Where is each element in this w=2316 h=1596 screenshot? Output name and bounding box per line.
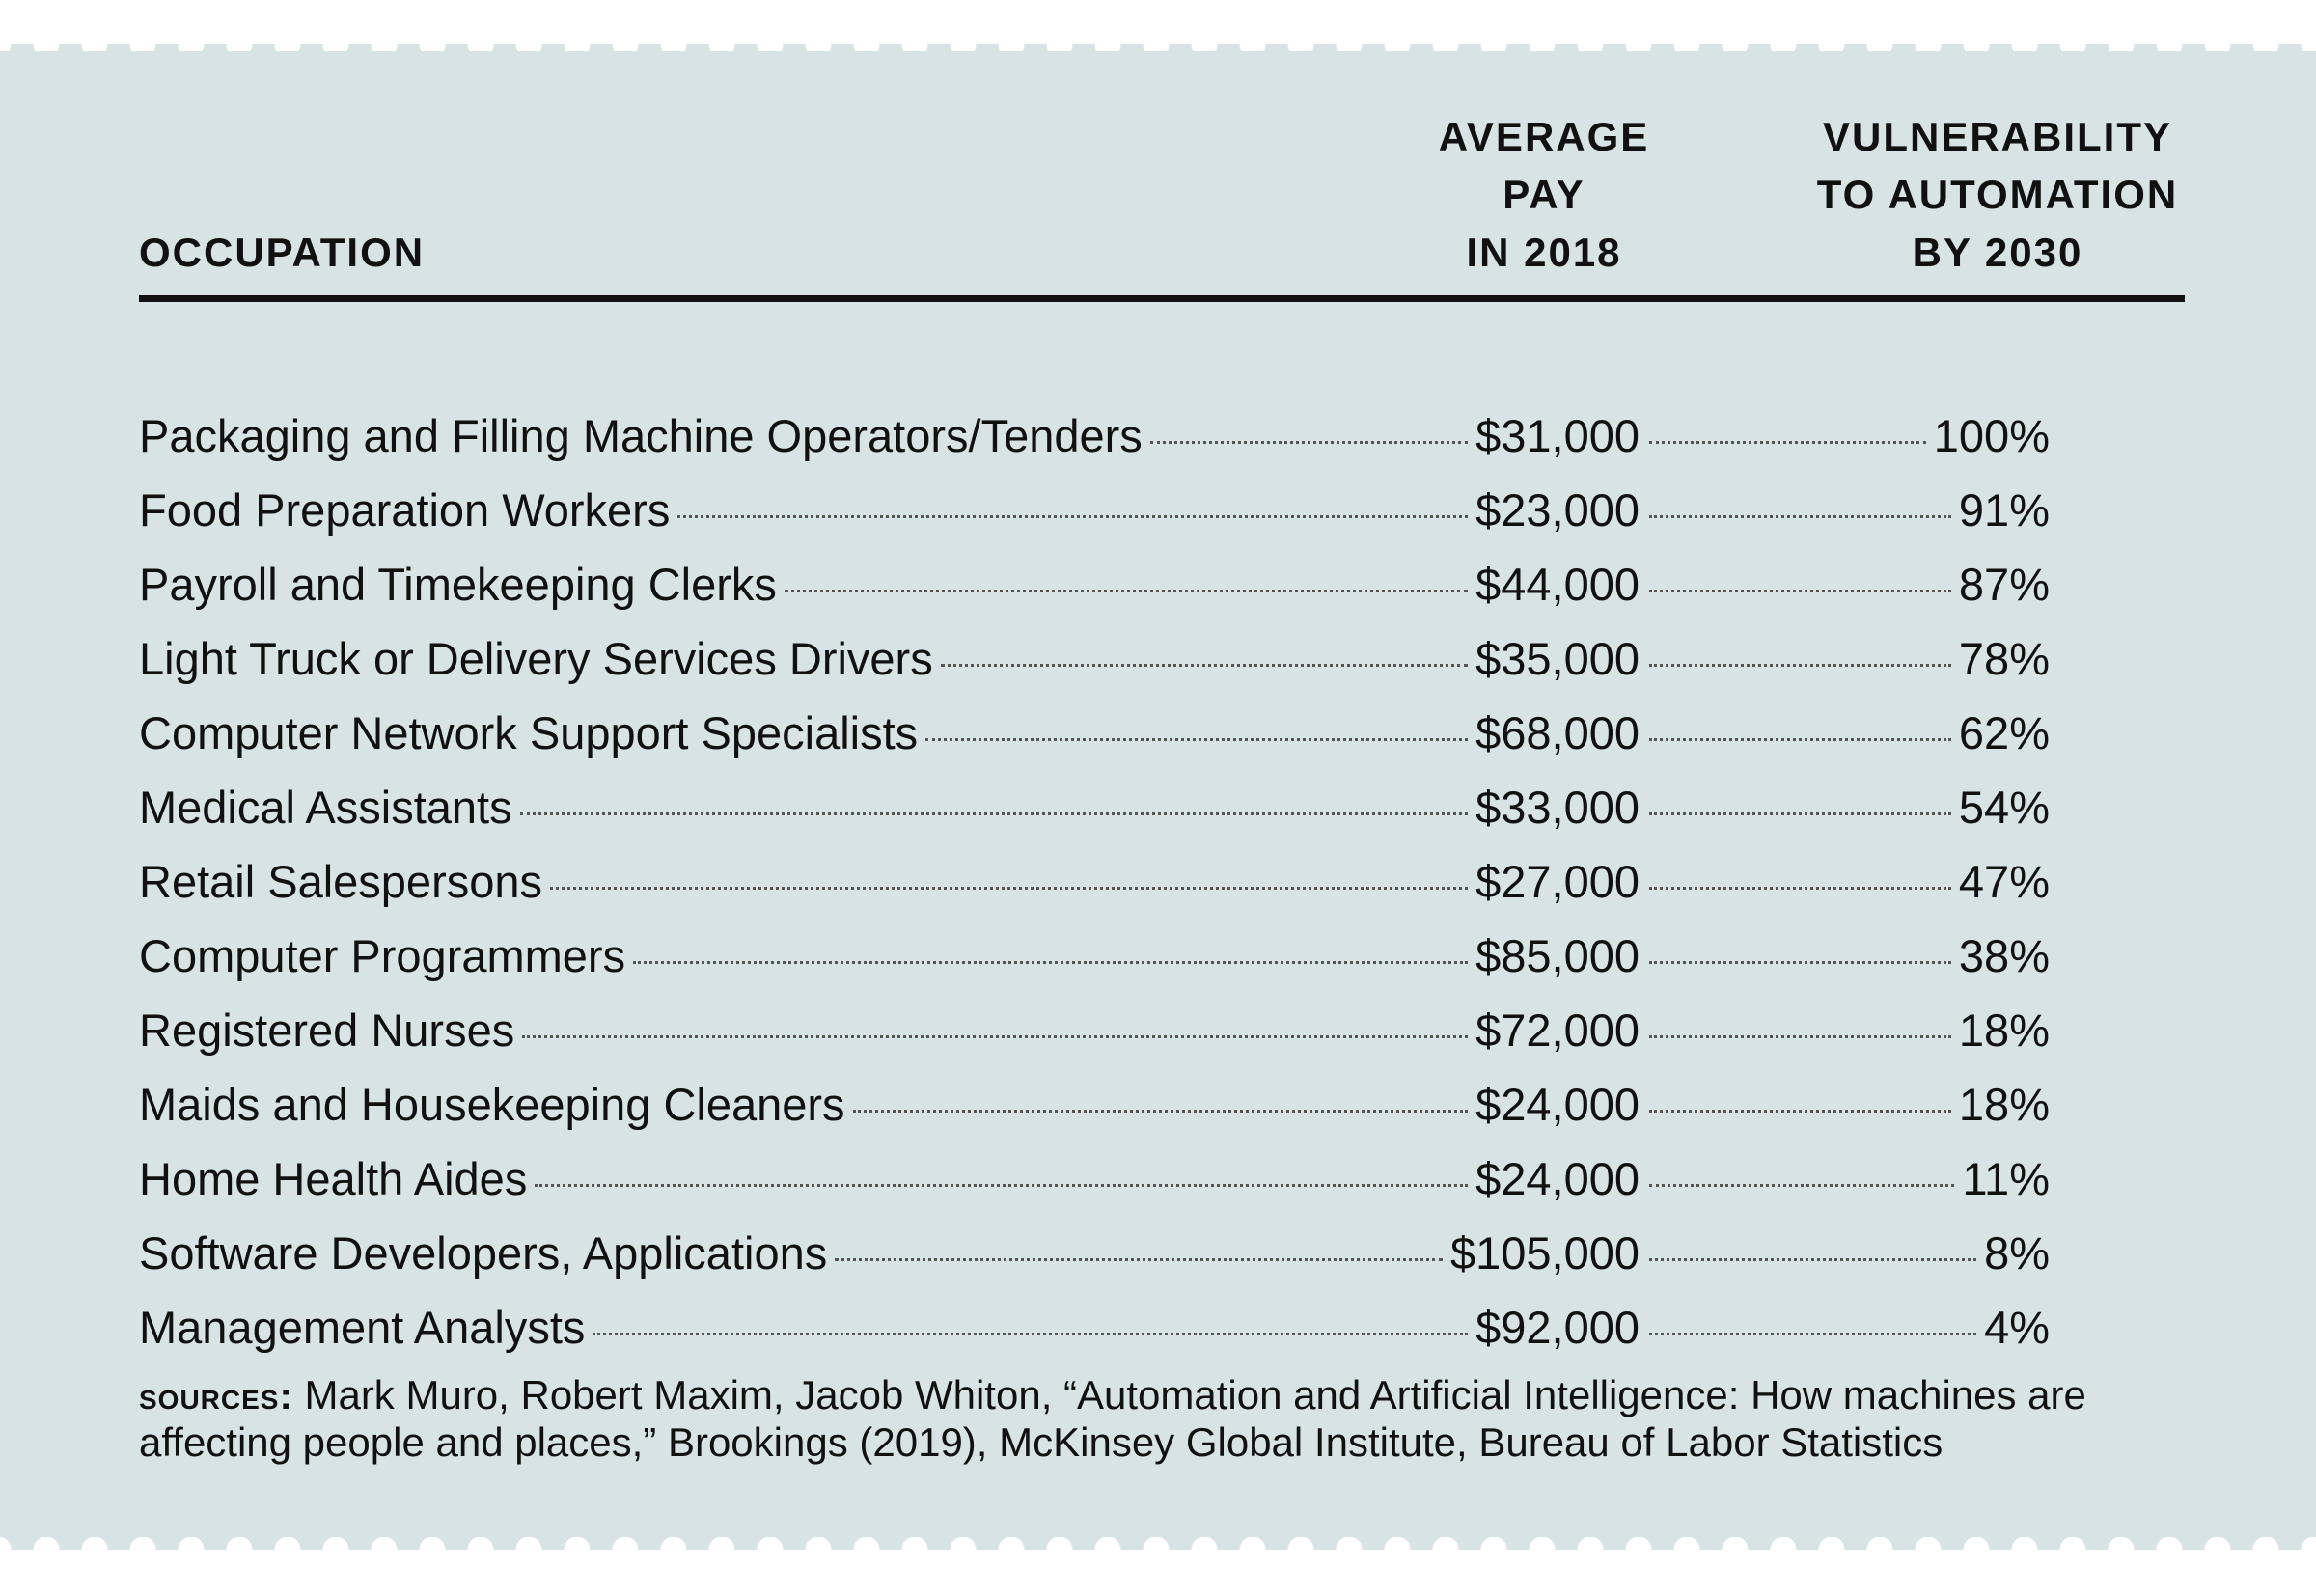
pay-cell: $27,000 [1475, 856, 1640, 907]
dot-leader [535, 1184, 1468, 1187]
vulnerability-cell: 62% [1958, 707, 2050, 758]
header-pay-line-2: PAY [1503, 172, 1585, 217]
pay-cell: $35,000 [1475, 633, 1640, 684]
pay-cell: $44,000 [1475, 559, 1640, 610]
dot-leader [1649, 1035, 1951, 1038]
table-row [139, 993, 2050, 1067]
table-panel [0, 44, 2316, 1550]
table-row [139, 1142, 2050, 1216]
sources-label: sources: [139, 1375, 293, 1417]
occupation-cell: Maids and Housekeeping Cleaners [139, 1079, 845, 1130]
header-pay-line-3: IN 2018 [1466, 230, 1622, 275]
vulnerability-cell: 8% [1984, 1227, 2050, 1279]
pay-cell: $23,000 [1475, 484, 1640, 536]
table-row [139, 1067, 2050, 1142]
occupation-cell: Light Truck or Delivery Services Drivers [139, 633, 933, 684]
vulnerability-cell: 87% [1958, 559, 2050, 610]
header-vulnerability-line-3: BY 2030 [1912, 230, 2083, 275]
header-pay-line-1: AVERAGE [1438, 114, 1650, 159]
vulnerability-cell: 78% [1958, 633, 2050, 684]
vulnerability-cell: 54% [1958, 782, 2050, 833]
occupation-cell: Computer Programmers [139, 930, 626, 981]
pay-cell: $105,000 [1449, 1227, 1640, 1279]
occupation-cell: Packaging and Filling Machine Operators/Tenders [139, 410, 1143, 461]
vulnerability-cell: 11% [1962, 1153, 2050, 1204]
occupation-cell: Food Preparation Workers [139, 484, 671, 536]
dot-leader [677, 515, 1468, 518]
dot-leader [1649, 664, 1951, 667]
table-row [139, 1290, 2050, 1364]
header-vulnerability-line-1: VULNERABILITY [1823, 114, 2172, 159]
table-row [139, 621, 2050, 696]
dot-leader [520, 812, 1468, 815]
dot-leader [1649, 887, 1951, 890]
header-pay [1370, 108, 1718, 282]
dot-leader [1649, 1258, 1976, 1261]
dot-leader [522, 1035, 1468, 1038]
vulnerability-cell: 18% [1958, 1004, 2050, 1056]
table-row [139, 399, 2050, 473]
header-occupation [139, 224, 425, 282]
header-occupation-label: OCCUPATION [139, 230, 426, 275]
vulnerability-cell: 18% [1958, 1079, 2050, 1130]
vulnerability-cell: 47% [1958, 856, 2050, 907]
dot-leader [1649, 1184, 1954, 1187]
dot-leader [835, 1258, 1443, 1261]
dot-leader [550, 887, 1468, 890]
dot-leader [1649, 738, 1951, 741]
pay-cell: $24,000 [1475, 1153, 1640, 1204]
header-vulnerability [1766, 108, 2229, 282]
occupation-cell: Medical Assistants [139, 782, 512, 833]
occupation-cell: Computer Network Support Specialists [139, 707, 919, 758]
occupation-cell: Home Health Aides [139, 1153, 528, 1204]
vulnerability-cell: 38% [1958, 930, 2050, 981]
occupation-cell: Management Analysts [139, 1302, 586, 1353]
occupation-cell: Retail Salespersons [139, 856, 542, 907]
pay-cell: $24,000 [1475, 1079, 1640, 1130]
dot-leader [1649, 441, 1926, 444]
dot-leader [1649, 1333, 1976, 1335]
pay-cell: $85,000 [1475, 930, 1640, 981]
dot-leader [1150, 441, 1468, 444]
occupation-cell: Payroll and Timekeeping Clerks [139, 559, 777, 610]
pay-cell: $31,000 [1475, 410, 1640, 461]
sources-text: Mark Muro, Robert Maxim, Jacob Whiton, “Automation and Artificial Intelligence: How machines are affecting people and places,” Brookings (2019), McKinsey Global Institute, Bureau of Labor Statistics [139, 1372, 2086, 1465]
occupation-cell: Software Developers, Applications [139, 1227, 828, 1279]
table-row [139, 770, 2050, 844]
dot-leader [633, 961, 1468, 964]
table-row [139, 919, 2050, 993]
header-rule [139, 295, 2185, 302]
dot-leader [593, 1333, 1468, 1335]
dot-leader [853, 1110, 1469, 1113]
dot-leader [925, 738, 1468, 741]
pay-cell: $92,000 [1475, 1302, 1640, 1353]
header-vulnerability-line-2: TO AUTOMATION [1816, 172, 2179, 217]
pay-cell: $72,000 [1475, 1004, 1640, 1056]
dot-leader [1649, 812, 1951, 815]
dot-leader [941, 664, 1468, 667]
dot-leader [1649, 515, 1951, 518]
vulnerability-cell: 4% [1984, 1302, 2050, 1353]
dot-leader [1649, 590, 1951, 592]
pay-cell: $68,000 [1475, 707, 1640, 758]
sources-note [139, 1372, 2214, 1466]
table-row [139, 696, 2050, 770]
dot-leader [1649, 961, 1951, 964]
dot-leader [1649, 1110, 1951, 1113]
dot-leader [785, 590, 1468, 592]
table-row [139, 473, 2050, 547]
table-body [139, 399, 2050, 1364]
vulnerability-cell: 91% [1958, 484, 2050, 536]
pay-cell: $33,000 [1475, 782, 1640, 833]
table-row [139, 1216, 2050, 1290]
vulnerability-cell: 100% [1933, 410, 2050, 461]
table-row [139, 547, 2050, 621]
occupation-cell: Registered Nurses [139, 1004, 515, 1056]
table-row [139, 844, 2050, 919]
